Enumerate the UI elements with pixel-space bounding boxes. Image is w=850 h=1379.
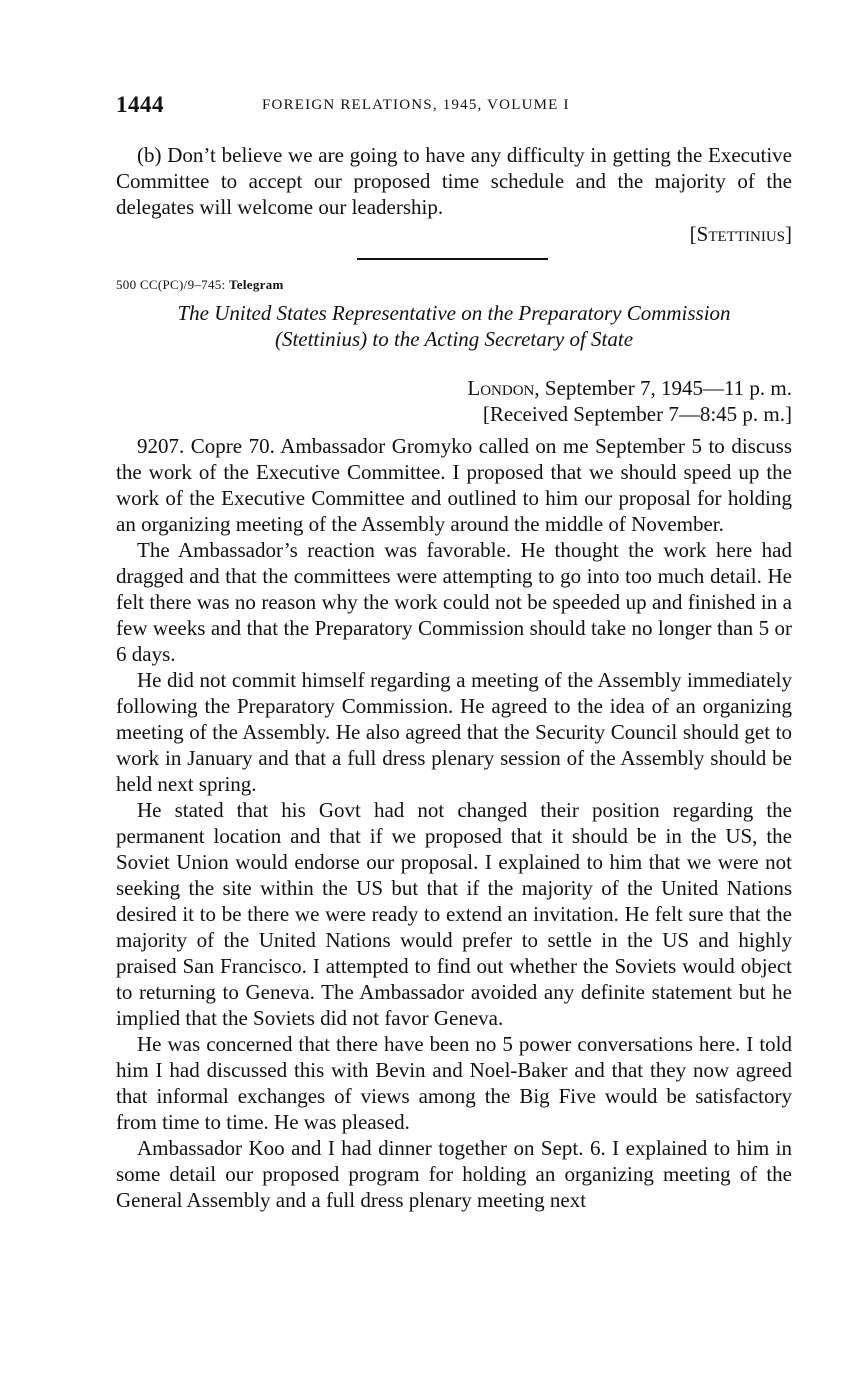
title-line-1: The United States Representative on the Preparatory Commission	[177, 301, 731, 325]
dateline-date: September 7, 1945—11 p. m.	[544, 376, 792, 400]
document-reference: 500 CC(PC)/9–745: Telegram	[116, 277, 284, 292]
received-line: [Received September 7—8:45 p. m.]	[482, 402, 792, 426]
paragraph: He was concerned that there have been no 5 power conversations here. I told him I had discussed this with Bevin and Noel-Baker and that they now agreed that informal exchanges of views among the Big Five would be satisfactory from time to time. He was pleased.	[116, 1032, 792, 1134]
dateline: London, September 7, 1945—11 p. m.	[467, 376, 792, 400]
document-title	[116, 300, 792, 352]
page-number: 1444	[116, 92, 164, 117]
previous-document-closing	[116, 142, 792, 220]
document-type: Telegram	[229, 277, 284, 292]
paragraph: Ambassador Koo and I had dinner together on Sept. 6. I explained to him in some detail our proposed program for holding an organizing meeting of the General Assembly and a full dress plenary meeting next	[116, 1136, 792, 1212]
signature: [Stettinius]	[689, 222, 792, 246]
telegram-body	[116, 433, 792, 1213]
file-number: 500 CC(PC)/9–745	[116, 277, 222, 292]
running-head: FOREIGN RELATIONS, 1945, VOLUME I	[262, 97, 570, 113]
title-line-2: (Stettinius) to the Acting Secretary of State	[274, 327, 634, 351]
dateline-place: London	[467, 376, 535, 400]
section-divider	[357, 258, 548, 260]
closing-paragraph: (b) Don’t believe we are going to have any difficulty in getting the Executive Committee to accept our proposed time schedule and the majority of the delegates will welcome our leadership.	[116, 143, 792, 219]
paragraph: 9207. Copre 70. Ambassador Gromyko called on me September 5 to discuss the work of the Executive Committee. I proposed that we should speed up the work of the Executive Committee and outlined to him our proposal for holding an organizing meeting of the Assembly around the middle of November.	[116, 434, 792, 536]
paragraph: He did not commit himself regarding a meeting of the Assembly immediately following the Preparatory Commission. He agreed to the idea of an organizing meeting of the Assembly. He also agreed that the Security Council should get to work in January and that a full dress plenary session of the Assembly should be held next spring.	[116, 668, 792, 796]
paragraph: He stated that his Govt had not changed their position regarding the permanent location and that if we proposed that it should be in the US, the Soviet Union would endorse our proposal. I explained to him that we were not seeking the site within the US but that if the majority of the United Nations desired it to be there we were ready to extend an invitation. He felt sure that the majority of the United Nations would prefer to settle in the US and highly praised San Francisco. I attempted to find out whether the Soviets would object to returning to Geneva. The Ambassador avoided any definite statement but he implied that the Soviets did not favor Geneva.	[116, 798, 792, 1030]
paragraph: The Ambassador’s reaction was favorable. He thought the work here had dragged and that the committees were attempting to go into too much detail. He felt there was no reason why the work could not be speeded up and finished in a few weeks and that the Preparatory Commission should take no longer than 5 or 6 days.	[116, 538, 792, 666]
page-header	[116, 92, 792, 124]
